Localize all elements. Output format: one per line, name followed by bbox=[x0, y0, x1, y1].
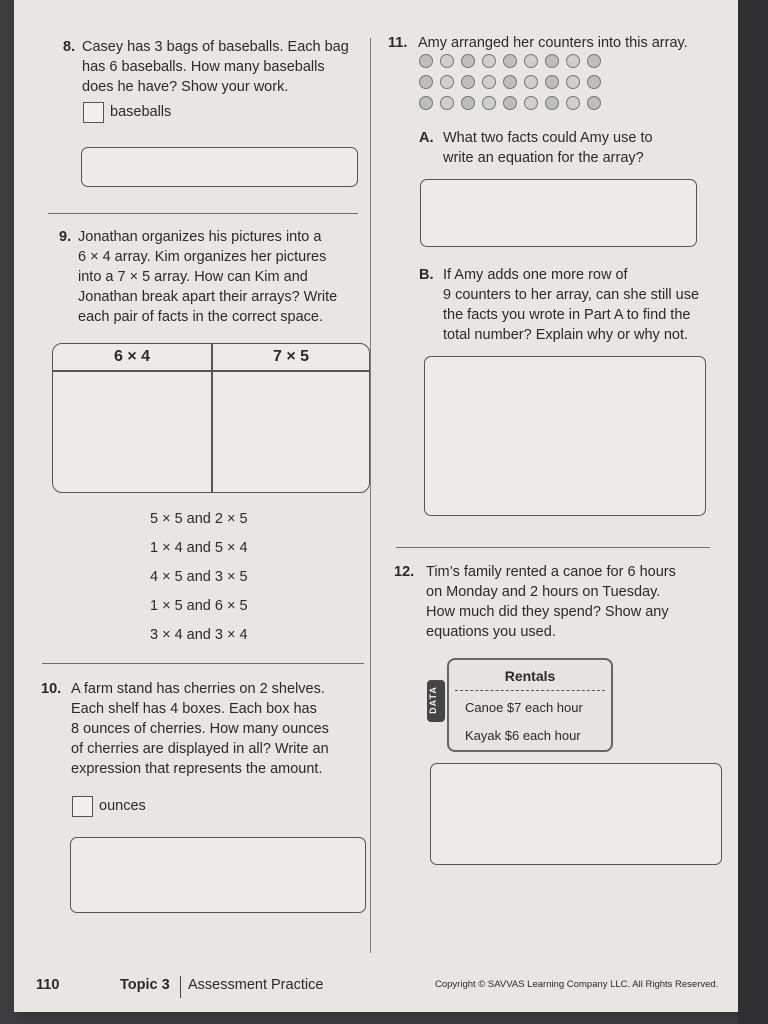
counter-dot bbox=[587, 96, 601, 110]
fact-choice[interactable]: 1 × 5 and 6 × 5 bbox=[150, 598, 248, 614]
counter-dot bbox=[440, 54, 454, 68]
topic-label: Topic 3 bbox=[120, 977, 170, 993]
question-11 bbox=[388, 33, 688, 53]
question-text-line: What two facts could Amy use to bbox=[443, 130, 653, 146]
counter-dot bbox=[587, 54, 601, 68]
counter-dot bbox=[545, 54, 559, 68]
question-text-line: Casey has 3 bags of baseballs. Each bag bbox=[82, 39, 349, 55]
answer-unit-ounces[interactable] bbox=[72, 795, 146, 817]
counter-dot bbox=[566, 96, 580, 110]
question-number: 8. bbox=[63, 39, 76, 55]
question-text-line: If Amy adds one more row of bbox=[443, 267, 628, 283]
answer-unit-baseballs[interactable] bbox=[83, 101, 171, 123]
question-text-line: 6 × 4 array. Kim organizes her pictures bbox=[78, 249, 327, 265]
counter-dot bbox=[482, 54, 496, 68]
counter-dot bbox=[461, 54, 475, 68]
answer-cell-6x4[interactable] bbox=[53, 372, 211, 492]
sort-table bbox=[52, 343, 370, 493]
column-header-7x5: 7 × 5 bbox=[272, 348, 310, 365]
rentals-divider bbox=[455, 690, 605, 691]
data-tag: DATA bbox=[427, 680, 445, 722]
question-11-part-a bbox=[419, 128, 653, 168]
work-answer-box[interactable] bbox=[70, 837, 366, 913]
answer-small-box[interactable] bbox=[72, 796, 93, 817]
book-edge bbox=[738, 0, 768, 1024]
counter-dot bbox=[545, 96, 559, 110]
page-number: 110 bbox=[36, 977, 60, 993]
rentals-title: Rentals bbox=[504, 668, 556, 684]
question-number: 10. bbox=[41, 681, 62, 697]
question-text-line: total number? Explain why or why not. bbox=[443, 327, 689, 343]
answer-small-box[interactable] bbox=[83, 102, 104, 123]
part-label: A. bbox=[419, 130, 434, 146]
section-rule bbox=[48, 213, 358, 214]
question-text-line: expression that represents the amount. bbox=[71, 761, 323, 777]
section-rule bbox=[396, 547, 710, 548]
question-text-line: Each shelf has 4 boxes. Each box has bbox=[71, 701, 317, 717]
question-text-line: does he have? Show your work. bbox=[82, 79, 289, 95]
work-answer-box[interactable] bbox=[81, 147, 358, 187]
counter-dot bbox=[461, 75, 475, 89]
part-b-answer-box[interactable] bbox=[424, 356, 706, 516]
rental-row: Kayak $6 each hour bbox=[465, 728, 581, 743]
column-header-6x4: 6 × 4 bbox=[113, 348, 151, 365]
question-text-line: Jonathan break apart their arrays? Write bbox=[78, 289, 338, 305]
fact-choice[interactable]: 5 × 5 and 2 × 5 bbox=[150, 511, 248, 527]
question-text-line: the facts you wrote in Part A to find the bbox=[443, 307, 691, 323]
counter-dot bbox=[440, 96, 454, 110]
counter-dot bbox=[503, 75, 517, 89]
fact-choices bbox=[150, 508, 248, 653]
counter-dot bbox=[482, 96, 496, 110]
counter-dot bbox=[545, 75, 559, 89]
part-label: B. bbox=[419, 267, 434, 283]
question-12 bbox=[394, 562, 676, 642]
counter-dot bbox=[566, 54, 580, 68]
question-number: 12. bbox=[394, 564, 415, 580]
fact-choice[interactable]: 3 × 4 and 3 × 4 bbox=[150, 627, 248, 643]
counter-dot bbox=[524, 54, 538, 68]
counter-dot bbox=[440, 75, 454, 89]
fact-choice[interactable]: 4 × 5 and 3 × 5 bbox=[150, 569, 248, 585]
counter-dot bbox=[461, 96, 475, 110]
footer-separator bbox=[180, 976, 181, 998]
question-10 bbox=[41, 679, 329, 779]
counter-dot bbox=[566, 75, 580, 89]
question-number: 11. bbox=[388, 35, 408, 51]
column-divider bbox=[370, 38, 371, 953]
work-answer-box[interactable] bbox=[430, 763, 722, 865]
fact-choice[interactable]: 1 × 4 and 5 × 4 bbox=[150, 540, 248, 556]
question-text-line: Tim’s family rented a canoe for 6 hours bbox=[426, 564, 676, 580]
question-text-line: into a 7 × 5 array. How can Kim and bbox=[78, 269, 308, 285]
question-text-line: 9 counters to her array, can she still use bbox=[443, 287, 700, 303]
counter-dot bbox=[524, 75, 538, 89]
counter-dot bbox=[503, 54, 517, 68]
question-text-line: of cherries are displayed in all? Write an bbox=[71, 741, 329, 757]
counter-dot bbox=[587, 75, 601, 89]
rental-row: Canoe $7 each hour bbox=[465, 700, 583, 715]
question-text-line: equations you used. bbox=[426, 624, 556, 640]
part-a-answer-box[interactable] bbox=[420, 179, 697, 247]
question-text-line: on Monday and 2 hours on Tuesday. bbox=[426, 584, 661, 600]
question-text-line: has 6 baseballs. How many baseballs bbox=[82, 59, 325, 75]
section-label: Assessment Practice bbox=[188, 977, 324, 993]
question-text-line: Amy arranged her counters into this array. bbox=[418, 35, 688, 51]
answer-cell-7x5[interactable] bbox=[213, 372, 369, 492]
question-text-line: How much did they spend? Show any bbox=[426, 604, 669, 620]
rentals-table bbox=[447, 658, 613, 752]
question-text-line: A farm stand has cherries on 2 shelves. bbox=[71, 681, 325, 697]
question-11-part-b bbox=[419, 265, 700, 345]
question-text-line: Jonathan organizes his pictures into a bbox=[78, 229, 322, 245]
unit-label: ounces bbox=[99, 798, 146, 814]
counter-dot bbox=[419, 54, 433, 68]
question-9 bbox=[59, 227, 338, 327]
copyright-text: Copyright © SAVVAS Learning Company LLC. All Rights Reserved. bbox=[435, 979, 719, 990]
question-number: 9. bbox=[59, 229, 72, 245]
counter-dot bbox=[482, 75, 496, 89]
question-text-line: write an equation for the array? bbox=[443, 150, 644, 166]
counter-dot bbox=[419, 75, 433, 89]
section-rule bbox=[42, 663, 364, 664]
counter-dot bbox=[503, 96, 517, 110]
question-text-line: 8 ounces of cherries. How many ounces bbox=[71, 721, 329, 737]
question-8 bbox=[63, 37, 349, 97]
counter-dot bbox=[524, 96, 538, 110]
unit-label: baseballs bbox=[110, 104, 172, 120]
question-text-line: each pair of facts in the correct space. bbox=[78, 309, 324, 325]
counter-dot bbox=[419, 96, 433, 110]
